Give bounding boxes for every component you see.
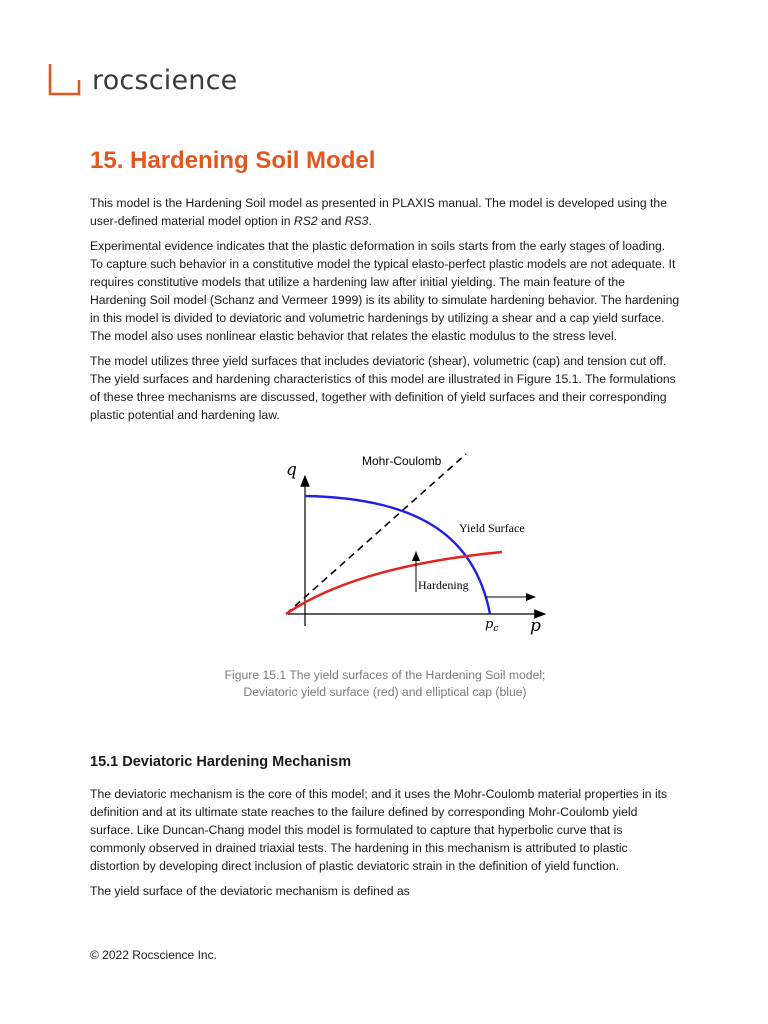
- brand-logo: [48, 62, 237, 98]
- figure-caption: [90, 667, 680, 701]
- page-footer: © 2022 Rocscience Inc.: [90, 948, 217, 962]
- body-paragraph: Experimental evidence indicates that the plastic deformation in soils starts from the early stages of loading. To capture such behavior in a constitutive model the typical elasto-perfect plastic models are not adequate. It requires constitutive models that utilize a hardening law after initial yielding. The main feature of the Hardening Soil model (Schanz and Vermeer 1999) is its ability to simulate hardening behavior. The hardening in this model is divided to deviatoric and volumetric hardenings by utilizing a shear and a cap yield surface. The model also uses nonlinear elastic behavior that relates the elastic modulus to the stress level.: [90, 239, 680, 343]
- text-run: .: [368, 214, 372, 228]
- body-paragraph: The yield surface of the deviatoric mechanism is defined as: [90, 884, 410, 898]
- body-paragraph: The deviatoric mechanism is the core of this model; and it uses the Mohr-Coulomb material properties in its definition and at its ultimate state reaches to the failure defined by corresponding Mohr-Coulomb yield surface. Like Duncan-Chang model this model is formulated to capture that hyperbolic curve that is commonly observed in drained triaxial tests. The hardening in this mechanism is attributed to plastic distortion by developing direct inclusion of plastic deviatoric strain in the definition of yield function.: [90, 787, 668, 873]
- figure-diagram: [90, 442, 680, 667]
- product-name-rs3: RS3: [344, 214, 369, 228]
- logo-mark-icon: [48, 62, 82, 98]
- q-axis-label: q: [286, 460, 297, 480]
- page-content: [90, 140, 680, 907]
- text-run: This model is the Hardening Soil model as presented in PLAXIS manual. The model is developed using the user-defined material model option in: [90, 196, 667, 228]
- hardening-label: Hardening: [418, 578, 469, 592]
- caption-line: Deviatoric yield surface (red) and elliptical cap (blue): [243, 685, 527, 699]
- yield-surface-label: Yield Surface: [459, 521, 525, 535]
- caption-line: Figure 15.1 The yield surfaces of the Hardening Soil model;: [224, 668, 546, 682]
- intro-paragraph: [90, 194, 680, 230]
- page-title: 15. Hardening Soil Model: [90, 147, 376, 174]
- mohr-coulomb-label: Mohr-Coulomb: [362, 454, 442, 468]
- brand-name: rocscience: [92, 64, 238, 96]
- pc-label: $p_c$: [485, 617, 499, 634]
- p-axis-label: p: [530, 616, 541, 636]
- elliptical-cap-curve: [305, 496, 490, 614]
- section-heading: 15.1 Deviatoric Hardening Mechanism: [90, 754, 352, 770]
- product-name-rs2: RS2: [293, 214, 318, 228]
- text-run: and: [317, 214, 345, 228]
- body-paragraph: The model utilizes three yield surfaces that includes deviatoric (shear), volumetric (cap) and tension cut off. The yield surfaces and hardening characteristics of this model are illustrated in Figure 15.1. The formulations of these three mechanisms are discussed, together with definition of yield surfaces and their corresponding plastic potential and hardening law.: [90, 354, 676, 422]
- yield-surface-diagram: [90, 442, 680, 667]
